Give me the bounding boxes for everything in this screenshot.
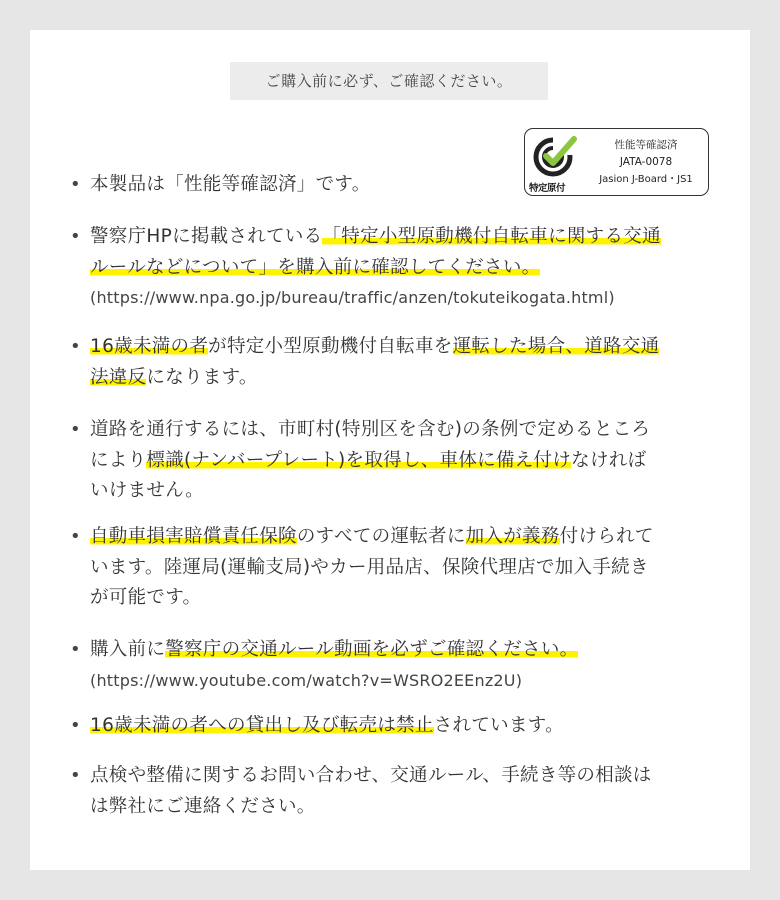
badge-line-1: 性能等確認済	[614, 139, 678, 151]
list-item-text	[90, 635, 730, 696]
highlighted-segment: 加入が義務	[465, 526, 560, 547]
bullet: •	[70, 639, 81, 660]
text-segment: 点検や整備に関するお問い合わせ、交通ルール、手続き等の相談は	[90, 765, 652, 786]
text-segment: 本製品は「性能等確認済」です。	[90, 174, 371, 195]
highlighted-segment: 法違反	[90, 366, 147, 388]
badge-mark-label: 特定原付	[529, 183, 566, 194]
text-segment: が可能です。	[90, 587, 202, 608]
text-segment: いけません。	[90, 480, 204, 501]
list-item-text	[90, 170, 730, 201]
list-item-text	[90, 415, 730, 507]
highlighted-segment: ルールなどについて」を購入前に確認してください。	[90, 256, 541, 278]
youtube-url: (https://www.youtube.com/watch?v=WSRO2EEnz2U)	[90, 670, 523, 690]
highlighted-segment: 「特定小型原動機付自転車に関する交通	[322, 226, 661, 247]
text-segment: 警察庁HPに掲載されている	[90, 226, 323, 247]
bullet: •	[70, 174, 81, 195]
highlighted-segment: 標識(ナンバープレート)を取得し、車体に備え付け	[146, 449, 572, 471]
list-item-text	[90, 711, 730, 742]
badge-line-3: Jasion J-Board・JS1	[599, 174, 693, 185]
text-segment: が特定小型原動機付自転車を	[208, 336, 453, 357]
text-segment: 道路を通行するには、市町村(特別区を含む)の条例で定めるところ	[90, 419, 651, 440]
text-segment: なければ	[571, 449, 647, 471]
badge-line-2: JATA-0078	[619, 156, 673, 168]
text-segment: により	[90, 449, 147, 471]
notice-card	[30, 30, 750, 870]
text-segment: になります。	[146, 366, 258, 388]
bullet: •	[70, 715, 81, 736]
text-segment: います。陸運局(運輸支局)やカー用品店、保険代理店で加入手続き	[90, 556, 649, 578]
text-segment: されています。	[433, 715, 564, 736]
text-segment: 付けられて	[559, 526, 654, 547]
text-segment: は弊社にご連絡ください。	[90, 795, 316, 817]
npa-url: (https://www.npa.go.jp/bureau/traffic/anzen/tokuteikogata.html)	[90, 288, 615, 307]
list-item-text	[90, 332, 730, 393]
bullet: •	[70, 226, 81, 247]
list-item-text	[90, 222, 730, 314]
bullet: •	[70, 765, 81, 786]
highlighted-segment: 16歳未満の者	[90, 336, 209, 357]
bullet: •	[70, 336, 81, 357]
bullet: •	[70, 526, 81, 547]
highlighted-segment: 警察庁の交通ルール動画を必ずご確認ください。	[165, 639, 579, 660]
highlighted-segment: 自動車損害賠償責任保険	[90, 526, 297, 547]
highlighted-segment: 16歳未満の者への貸出し及び転売は禁止	[90, 715, 434, 736]
highlighted-segment: 運転した場合、道路交通	[452, 336, 660, 357]
text-segment: のすべての運転者に	[296, 526, 466, 547]
list-item-text	[90, 522, 730, 614]
text-segment: 購入前に	[90, 639, 166, 660]
list-item-text	[90, 761, 730, 822]
notice-title: ご購入前に必ず、ご確認ください。	[230, 62, 548, 100]
bullet: •	[70, 419, 81, 440]
